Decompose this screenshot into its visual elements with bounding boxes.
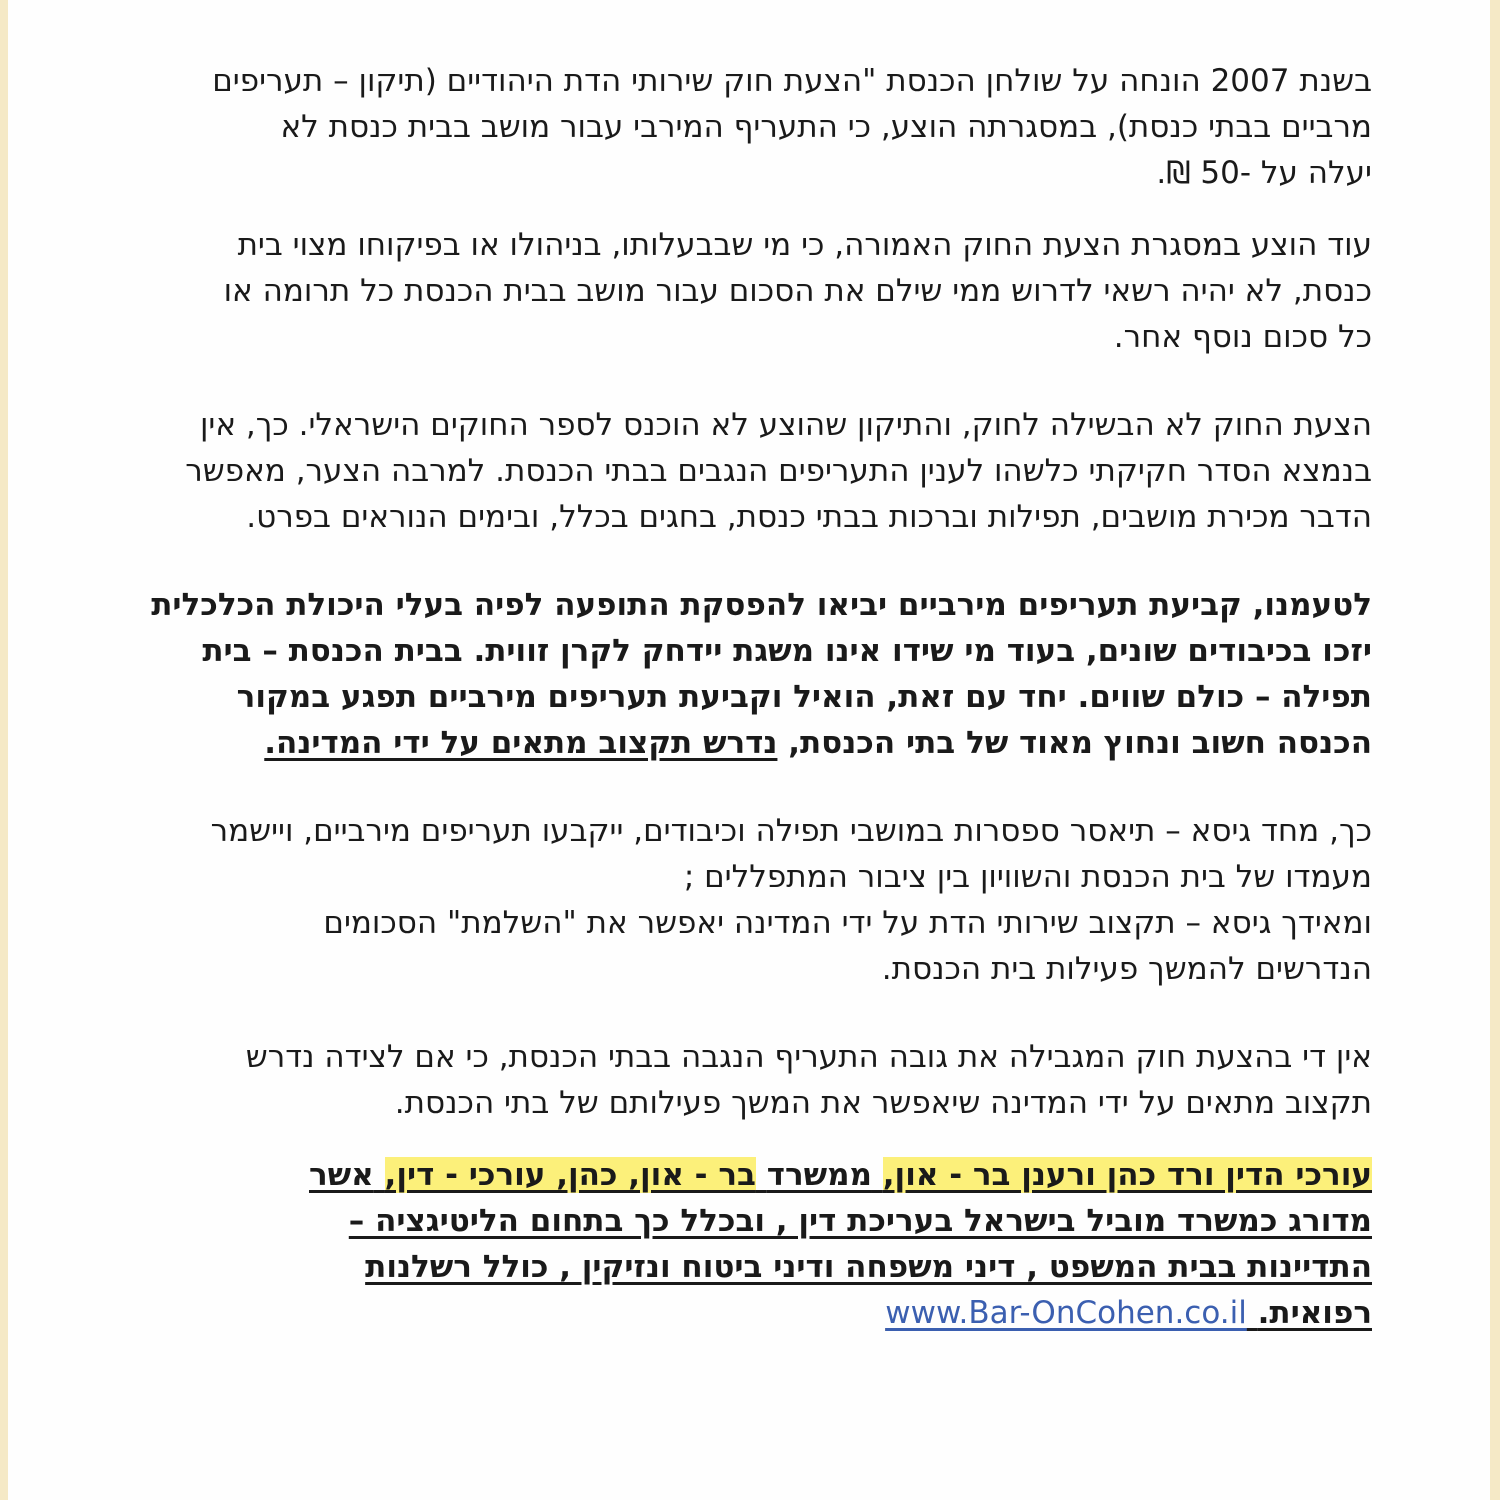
highlighted-firm-name: בר - און, כהן, עורכי - דין, xyxy=(384,1157,756,1193)
credit-text: ממשרד xyxy=(766,1157,872,1193)
credit-line: מדורג כמשרד מוביל בישראל בעריכת דין , ובכלל כך בתחום הליטיגציה – xyxy=(348,1203,1372,1239)
underlined-conclusion: נדרש תקצוב מתאים על ידי המדינה. xyxy=(264,725,778,761)
paragraph-text: הכנסה חשוב ונחוץ מאוד של בתי הכנסת, xyxy=(788,725,1372,761)
paragraph-line xyxy=(110,720,1372,766)
highlighted-author-names: עורכי הדין ורד כהן ורענן בר - און, xyxy=(882,1157,1372,1193)
paragraph-line: תפילה – כולם שווים. יחד עם זאת, הואיל וקביעת תעריפים מירביים תפגע במקור xyxy=(236,679,1372,715)
credit-line xyxy=(110,1290,1372,1336)
credit-text: אשר xyxy=(309,1157,374,1193)
paragraph-line: הנדרשים להמשך פעילות בית הכנסת. xyxy=(881,951,1372,987)
document-page xyxy=(8,0,1490,1500)
paragraph-3 xyxy=(110,402,1372,540)
paragraph-2 xyxy=(110,222,1372,360)
paragraph-line: כנסת, לא יהיה רשאי לדרוש ממי שילם את הסכום עבור מושב בבית הכנסת כל תרומה או xyxy=(223,273,1372,309)
paragraph-5 xyxy=(110,808,1372,992)
paragraph-line: כך, מחד גיסא – תיאסר ספסרות במושבי תפילה וכיבודים, ייקבעו תעריפים מירביים, ויישמר xyxy=(210,813,1372,849)
author-credit xyxy=(110,1152,1372,1336)
credit-line xyxy=(110,1152,1372,1198)
paragraph-line: יזכו בכיבודים שונים, בעוד מי שידו אינו משגת יידחק לקרן זווית. בבית הכנסת – בית xyxy=(202,633,1372,669)
website-link[interactable]: www.Bar-OnCohen.co.il xyxy=(885,1295,1247,1331)
paragraph-1 xyxy=(110,58,1372,196)
paragraph-line: מעמדו של בית הכנסת והשוויון בין ציבור המתפללים ; xyxy=(683,859,1372,895)
credit-text: רפואית. xyxy=(1257,1295,1372,1331)
paragraph-line: מרביים בבתי כנסת), במסגרתה הוצע, כי התעריף המירבי עבור מושב בבית כנסת לא xyxy=(280,109,1372,145)
paragraph-4-bold xyxy=(110,582,1372,766)
paragraph-line: ומאידך גיסא – תקצוב שירותי הדת על ידי המדינה יאפשר את "השלמת" הסכומים xyxy=(323,905,1372,941)
paragraph-line: כל סכום נוסף אחר. xyxy=(1113,319,1372,355)
paragraph-line: יעלה על -50 ₪. xyxy=(1156,155,1372,191)
paragraph-line: הדבר מכירת מושבים, תפילות וברכות בבתי כנסת, בחגים בכלל, ובימים הנוראים בפרט. xyxy=(246,499,1372,535)
document-body xyxy=(110,58,1372,1336)
paragraph-line: בשנת 2007 הונחה על שולחן הכנסת "הצעת חוק שירותי הדת היהודיים (תיקון – תעריפים xyxy=(212,63,1372,99)
paragraph-line: הצעת החוק לא הבשילה לחוק, והתיקון שהוצע לא הוכנס לספר החוקים הישראלי. כך, אין xyxy=(199,407,1372,443)
paragraph-line: עוד הוצע במסגרת הצעת החוק האמורה, כי מי שבבעלותו, בניהולו או בפיקוחו מצוי בית xyxy=(237,227,1372,263)
paragraph-6 xyxy=(110,1034,1372,1126)
paragraph-line: אין די בהצעת חוק המגבילה את גובה התעריף הנגבה בבתי הכנסת, כי אם לצידה נדרש xyxy=(245,1039,1372,1075)
paragraph-line: לטעמנו, קביעת תעריפים מירביים יביאו להפסקת התופעה לפיה בעלי היכולת הכלכלית xyxy=(151,587,1372,623)
credit-line: התדיינות בבית המשפט , דיני משפחה ודיני ביטוח ונזיקין , כולל רשלנות xyxy=(365,1249,1372,1285)
paragraph-line: תקצוב מתאים על ידי המדינה שיאפשר את המשך פעילותם של בתי הכנסת. xyxy=(394,1085,1372,1121)
paragraph-line: בנמצא הסדר חקיקתי כלשהו לענין התעריפים הנגבים בבתי הכנסת. למרבה הצער, מאפשר xyxy=(185,453,1372,489)
